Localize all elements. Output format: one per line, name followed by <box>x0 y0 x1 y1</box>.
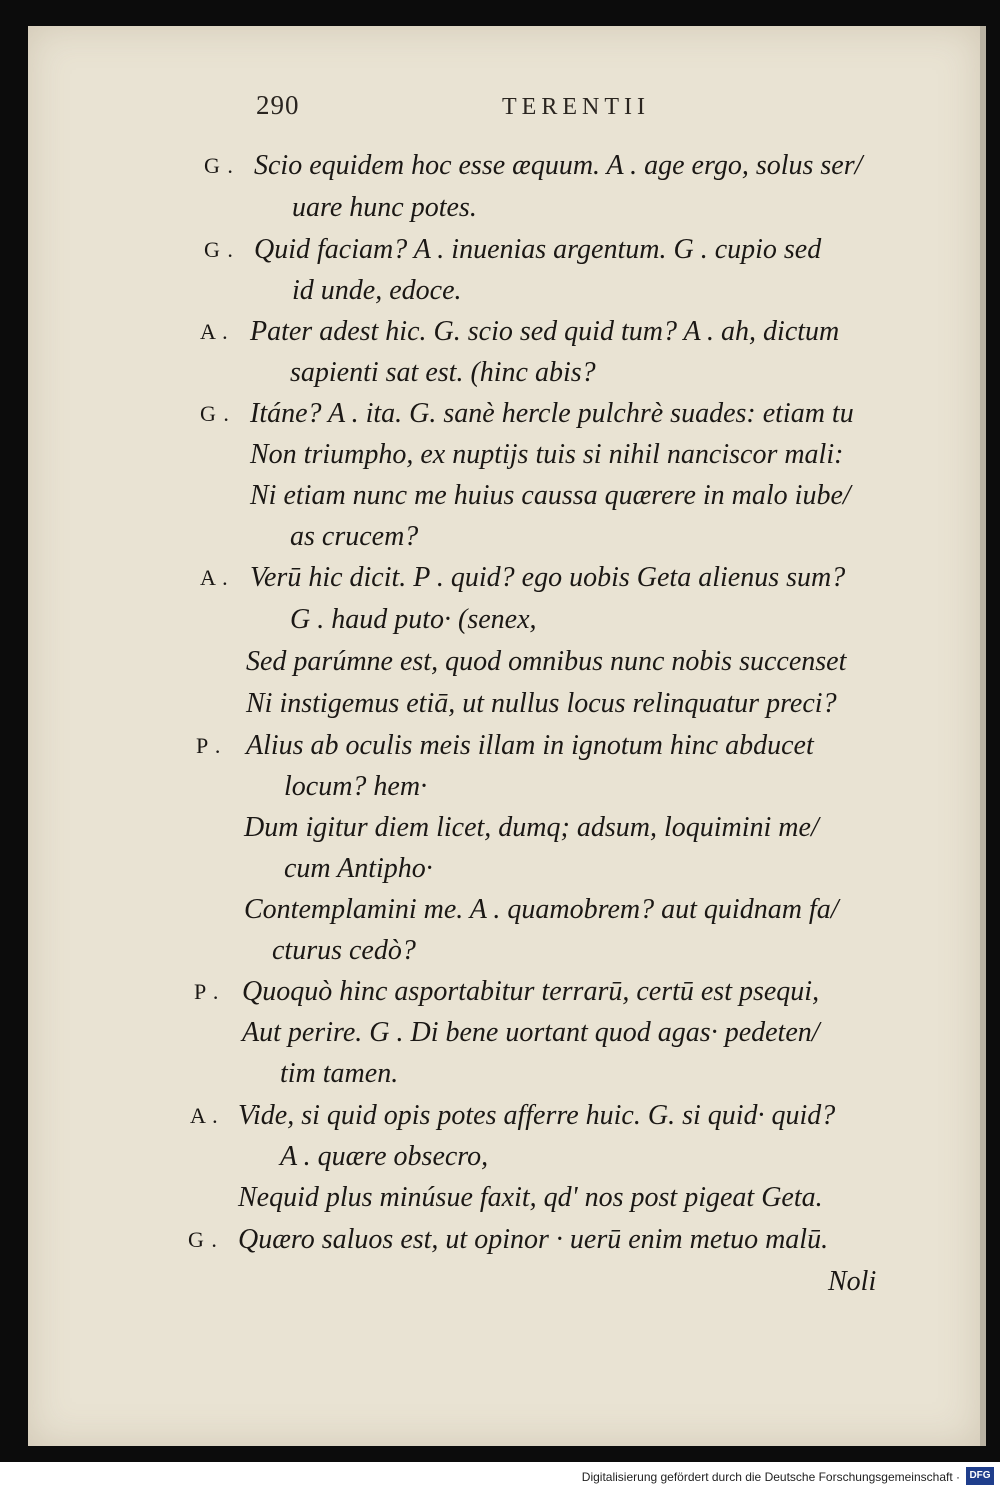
text-line: Contemplamini me. A . quamobrem? aut quidnam fa/ <box>244 894 839 925</box>
dfg-logo: DFG <box>966 1467 994 1485</box>
text-line: Alius ab oculis meis illam in ignotum hinc abducet <box>246 730 814 761</box>
speaker-label: A . <box>190 1103 219 1128</box>
text-line: Vide, si quid opis potes afferre huic. G. si quid· quid? <box>238 1100 836 1131</box>
text-line: Nequid plus minúsue faxit, qd' nos post pigeat Geta. <box>238 1182 823 1213</box>
text-line: A . quære obsecro, <box>280 1141 489 1172</box>
text-line: Verū hic dicit. P . quid? ego uobis Geta alienus sum? <box>250 562 846 593</box>
speaker-label: G . <box>188 1227 218 1252</box>
catchword: Noli <box>828 1266 877 1297</box>
speaker-label: A . <box>200 319 229 344</box>
text-line: Quid faciam? A . inuenias argentum. G . cupio sed <box>254 234 822 265</box>
text-line: Aut perire. G . Di bene uortant quod agas· pedeten/ <box>242 1017 820 1048</box>
text-line: Itáne? A . ita. G. sanè hercle pulchrè suades: etiam tu <box>250 398 854 429</box>
text-line: as crucem? <box>290 521 419 552</box>
speaker-label: G . <box>204 237 234 262</box>
text-line: tim tamen. <box>280 1058 399 1089</box>
text-line: Quæro saluos est, ut opinor · uerū enim metuo malū. <box>238 1224 829 1255</box>
speaker-label: P . <box>196 733 222 758</box>
page-number: 290 <box>256 90 300 120</box>
text-line: Dum igitur diem licet, dumq; adsum, loquimini me/ <box>244 812 819 843</box>
digitization-credit: Digitalisierung gefördert durch die Deutsche Forschungsgemeinschaft · <box>581 1470 960 1484</box>
speaker-label: A . <box>200 565 229 590</box>
text-line: Non triumpho, ex nuptijs tuis si nihil nanciscor mali: <box>250 439 844 470</box>
text-line: locum? hem· <box>284 771 428 802</box>
text-line: Ni instigemus etiā, ut nullus locus relinquatur preci? <box>246 688 837 719</box>
book-page <box>28 26 986 1446</box>
text-line: cum Antipho· <box>284 853 433 884</box>
speaker-label: G . <box>204 153 234 178</box>
speaker-label: P . <box>194 979 220 1004</box>
text-line: Scio equidem hoc esse æquum. A . age ergo, solus ser/ <box>254 150 863 181</box>
text-line: Pater adest hic. G. scio sed quid tum? A . ah, dictum <box>250 316 840 347</box>
text-line: Ni etiam nunc me huius caussa quærere in malo iube/ <box>250 480 851 511</box>
text-line: sapienti sat est. (hinc abis? <box>290 357 596 388</box>
text-line: uare hunc potes. <box>292 192 477 223</box>
speaker-label: G . <box>200 401 230 426</box>
text-line: Quoquò hinc asportabitur terrarū, certū est psequi, <box>242 976 820 1007</box>
text-line: cturus cedò? <box>272 935 416 966</box>
text-line: G . haud puto· (senex, <box>290 604 537 635</box>
text-line: Sed parúmne est, quod omnibus nunc nobis succenset <box>246 646 847 677</box>
running-title: TERENTII <box>502 94 650 120</box>
text-line: id unde, edoce. <box>292 275 462 306</box>
